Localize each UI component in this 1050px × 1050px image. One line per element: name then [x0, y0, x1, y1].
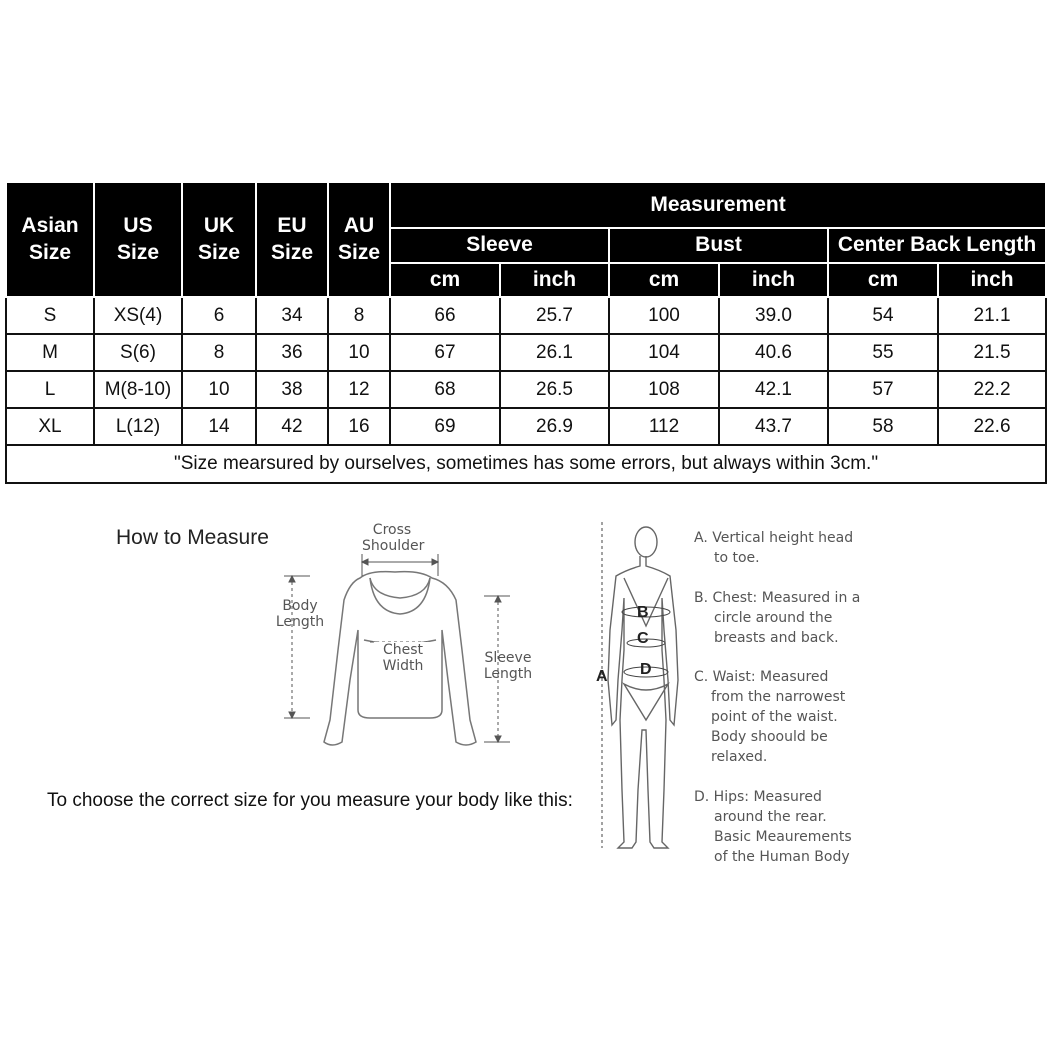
table-cell: 34: [256, 297, 328, 334]
table-cell: 26.5: [500, 371, 609, 408]
instruction-text: To choose the correct size for you measure your body like this:: [47, 790, 573, 811]
table-cell: 8: [328, 297, 390, 334]
table-note-row: [6, 445, 1046, 483]
table-cell: 38: [256, 371, 328, 408]
shirt-measurement-diagram: [270, 520, 530, 760]
header-asian-size: Asian Size: [6, 182, 94, 297]
table-cell: XS(4): [94, 297, 182, 334]
table-row: [6, 297, 1046, 334]
table-cell: S: [6, 297, 94, 334]
table-cell: L: [6, 371, 94, 408]
header-unit: inch: [938, 263, 1046, 297]
table-cell: 8: [182, 334, 256, 371]
size-note: "Size mearsured by ourselves, sometimes has some errors, but always within 3cm.": [6, 445, 1046, 483]
table-cell: 57: [828, 371, 938, 408]
header-uk-size: UK Size: [182, 182, 256, 297]
table-cell: 26.9: [500, 408, 609, 445]
how-to-measure-title: How to Measure: [116, 526, 269, 549]
table-cell: XL: [6, 408, 94, 445]
table-cell: M(8-10): [94, 371, 182, 408]
sleeve-length-label: Sleeve Length: [483, 650, 533, 682]
header-unit: cm: [390, 263, 500, 297]
table-cell: 26.1: [500, 334, 609, 371]
table-cell: 69: [390, 408, 500, 445]
table-cell: S(6): [94, 334, 182, 371]
header-unit: cm: [828, 263, 938, 297]
table-row: [6, 408, 1046, 445]
table-cell: 42: [256, 408, 328, 445]
cross-shoulder-label: Cross Shoulder: [362, 522, 425, 554]
body-figure-diagram: [590, 520, 690, 855]
header-unit: inch: [500, 263, 609, 297]
table-cell: 100: [609, 297, 719, 334]
legend-c: C. Waist: Measured from the narrowest point of the waist. Body shoould be relaxed.: [694, 669, 846, 765]
table-cell: 66: [390, 297, 500, 334]
legend-a: A. Vertical height head to toe.: [694, 530, 854, 566]
body-length-label: Body Length: [275, 598, 325, 630]
header-unit: inch: [719, 263, 828, 297]
table-cell: 108: [609, 371, 719, 408]
header-bust: Bust: [609, 228, 828, 263]
header-us-size: US Size: [94, 182, 182, 297]
table-cell: 43.7: [719, 408, 828, 445]
table-cell: 112: [609, 408, 719, 445]
marker-a: A: [596, 668, 608, 685]
table-cell: 25.7: [500, 297, 609, 334]
table-cell: M: [6, 334, 94, 371]
table-cell: 39.0: [719, 297, 828, 334]
header-au-size: AU Size: [328, 182, 390, 297]
header-sleeve: Sleeve: [390, 228, 609, 263]
table-cell: L(12): [94, 408, 182, 445]
table-cell: 21.5: [938, 334, 1046, 371]
table-cell: 14: [182, 408, 256, 445]
table-cell: 12: [328, 371, 390, 408]
marker-c: C: [637, 630, 649, 647]
header-eu-size: EU Size: [256, 182, 328, 297]
table-cell: 54: [828, 297, 938, 334]
table-cell: 10: [182, 371, 256, 408]
table-cell: 40.6: [719, 334, 828, 371]
table-cell: 10: [328, 334, 390, 371]
legend-b: B. Chest: Measured in a circle around the breasts and back.: [694, 590, 861, 646]
legend-d: D. Hips: Measured around the rear. Basic Meaurements of the Human Body: [694, 789, 852, 865]
table-cell: 104: [609, 334, 719, 371]
table-cell: 22.6: [938, 408, 1046, 445]
header-measurement: Measurement: [390, 182, 1046, 228]
table-cell: 67: [390, 334, 500, 371]
table-cell: 22.2: [938, 371, 1046, 408]
chest-width-label: Chest Width: [374, 642, 432, 674]
table-cell: 6: [182, 297, 256, 334]
header-center-back-length: Center Back Length: [828, 228, 1046, 263]
table-cell: 21.1: [938, 297, 1046, 334]
table-cell: 16: [328, 408, 390, 445]
header-unit: cm: [609, 263, 719, 297]
size-chart-table: [5, 181, 1047, 484]
table-cell: 58: [828, 408, 938, 445]
table-cell: 55: [828, 334, 938, 371]
marker-b: B: [637, 604, 649, 621]
table-cell: 36: [256, 334, 328, 371]
table-cell: 68: [390, 371, 500, 408]
table-row: [6, 334, 1046, 371]
table-cell: 42.1: [719, 371, 828, 408]
table-row: [6, 371, 1046, 408]
marker-d: D: [640, 661, 652, 678]
